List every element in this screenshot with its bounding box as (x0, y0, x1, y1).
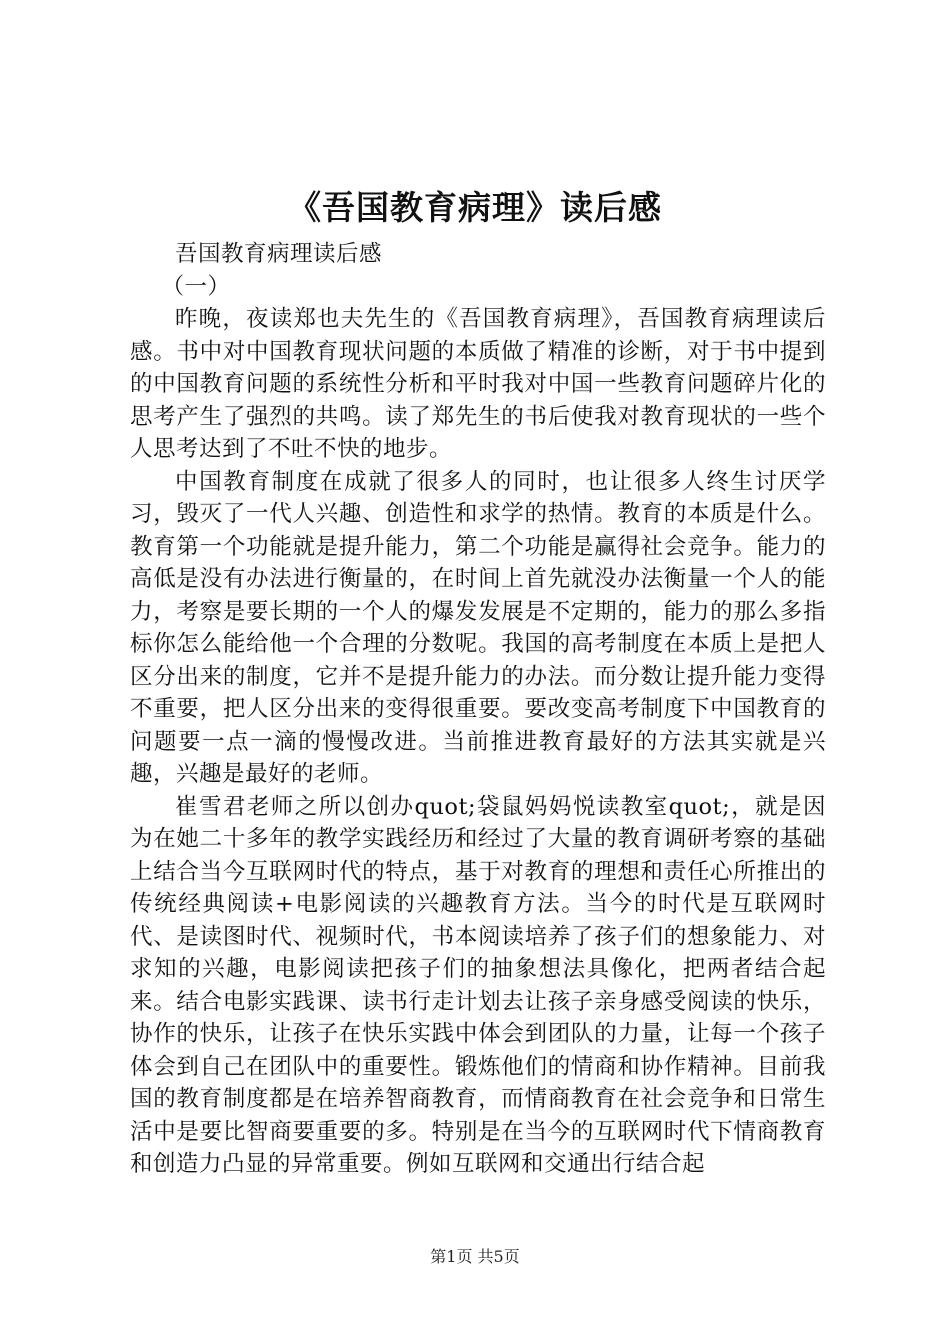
document-subtitle: 吾国教育病理读后感 (175, 241, 383, 267)
paragraph-2: 中国教育制度在成就了很多人的同时，也让很多人终生讨厌学习，毁灭了一代人兴趣、创造性和求学的热情。教育的本质是什么。教育第一个功能就是提升能力，第二个功能是赢得社会竞争。能力的高低是没有办法进行衡量的，在时间上首先就没办法衡量一个人的能力，考察是要长期的一个人的爆发发展是不定期的，能力的那么多指标你怎么能给他一个合理的分数呢。我国的高考制度在本质上是把人区分出来的制度，它并不是提升能力的办法。而分数让提升能力变得不重要，把人区分出来的变得很重要。要改变高考制度下中国教育的问题要一点一滴的慢慢改进。当前推进教育最好的方法其实就是兴趣，兴趣是最好的老师。 (130, 468, 826, 787)
page-footer: 第1页 共5页 (430, 1247, 520, 1266)
document-title: 《吾国教育病理》读后感 (288, 188, 662, 227)
paragraph-1: 昨晚，夜读郑也夫先生的《吾国教育病理》，吾国教育病理读后感。书中对中国教育现状问题的本质做了精准的诊断，对于书中提到的中国教育问题的系统性分析和平时我对中国一些教育问题碎片化的思考产生了强烈的共鸣。读了郑先生的书后使我对教育现状的一些个人思考达到了不吐不快的地步。 (130, 306, 826, 462)
document-body (130, 238, 826, 1181)
paragraph-3: 崔雪君老师之所以创办quot;袋鼠妈妈悦读教室quot;，就是因为在她二十多年的教学实践经历和经过了大量的教育调研考察的基础上结合当今互联网时代的特点，基于对教育的理想和责任心所推出的传统经典阅读+电影阅读的兴趣教育方法。当今的时代是互联网时代、是读图时代、视频时代，书本阅读培养了孩子们的想象能力、对求知的兴趣，电影阅读把孩子们的抽象想法具像化，把两者结合起来。结合电影实践课、读书行走计划去让孩子亲身感受阅读的快乐，协作的快乐，让孩子在快乐实践中体会到团队的力量，让每一个孩子体会到自己在团队中的重要性。锻炼他们的情商和协作精神。目前我国的教育制度都是在培养智商教育，而情商教育在社会竞争和日常生活中是要比智商要重要的多。特别是在当今的互联网时代下情商教育和创造力凸显的异常重要。例如互联网和交通出行结合起 (130, 793, 826, 1177)
section-marker: （一） (161, 273, 231, 300)
